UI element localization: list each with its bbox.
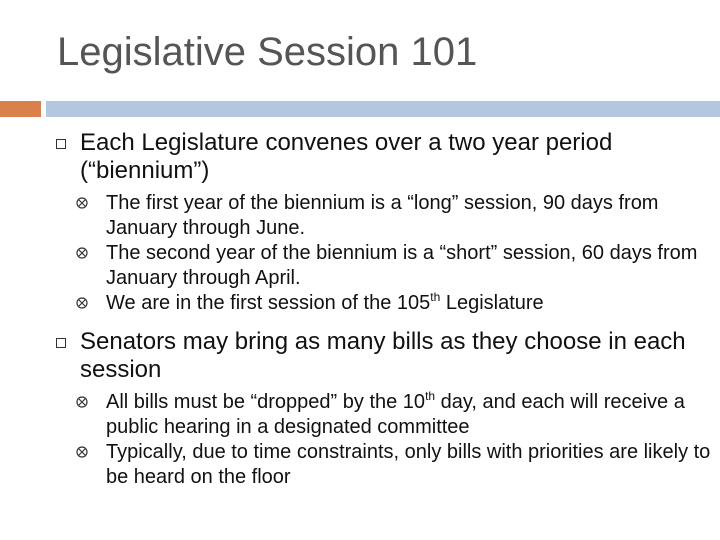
- bullet-text: Each Legislature convenes over a two year period (“biennium”): [80, 129, 613, 184]
- sub-bullet-text-tail: Legislature: [440, 292, 544, 314]
- bullet-senators: [52, 328, 712, 384]
- bullet-text: Senators may bring as many bills as they choose in each session: [80, 328, 686, 383]
- hollow-square-bullet-icon: [56, 338, 66, 348]
- sub-bullet-text: The first year of the biennium is a “long” session, 90 days from January through June.: [106, 192, 659, 239]
- sub-bullet: [52, 390, 712, 440]
- title-accent-bar: [0, 101, 41, 117]
- slide-content: [52, 129, 712, 490]
- sub-bullet-text: The second year of the biennium is a “short” session, 60 days from January through April.: [106, 242, 698, 289]
- sub-bullet-text: Typically, due to time constraints, only bills with priorities are likely to be heard on the floor: [106, 441, 711, 488]
- gear-bullet-icon: [75, 296, 89, 310]
- gear-bullet-icon: [75, 196, 89, 210]
- slide-title: Legislative Session 101: [57, 30, 478, 74]
- superscript: th: [425, 389, 436, 403]
- sub-bullet-text: All bills must be “dropped” by the 10: [106, 391, 426, 413]
- sub-bullet: [52, 191, 712, 241]
- gear-bullet-icon: [75, 395, 89, 409]
- sub-bullet: [52, 241, 712, 291]
- sub-bullet-text-tail: day, and each will receive a public hearing in a designated committee: [106, 391, 685, 438]
- title-divider-bar: [46, 101, 720, 117]
- bullet-biennium: [52, 129, 712, 185]
- superscript: th: [430, 290, 441, 304]
- sub-bullet: [52, 291, 712, 316]
- sub-bullet: [52, 440, 712, 490]
- hollow-square-bullet-icon: [56, 139, 66, 149]
- gear-bullet-icon: [75, 246, 89, 260]
- gear-bullet-icon: [75, 445, 89, 459]
- sub-bullet-text: We are in the first session of the 105: [106, 292, 431, 314]
